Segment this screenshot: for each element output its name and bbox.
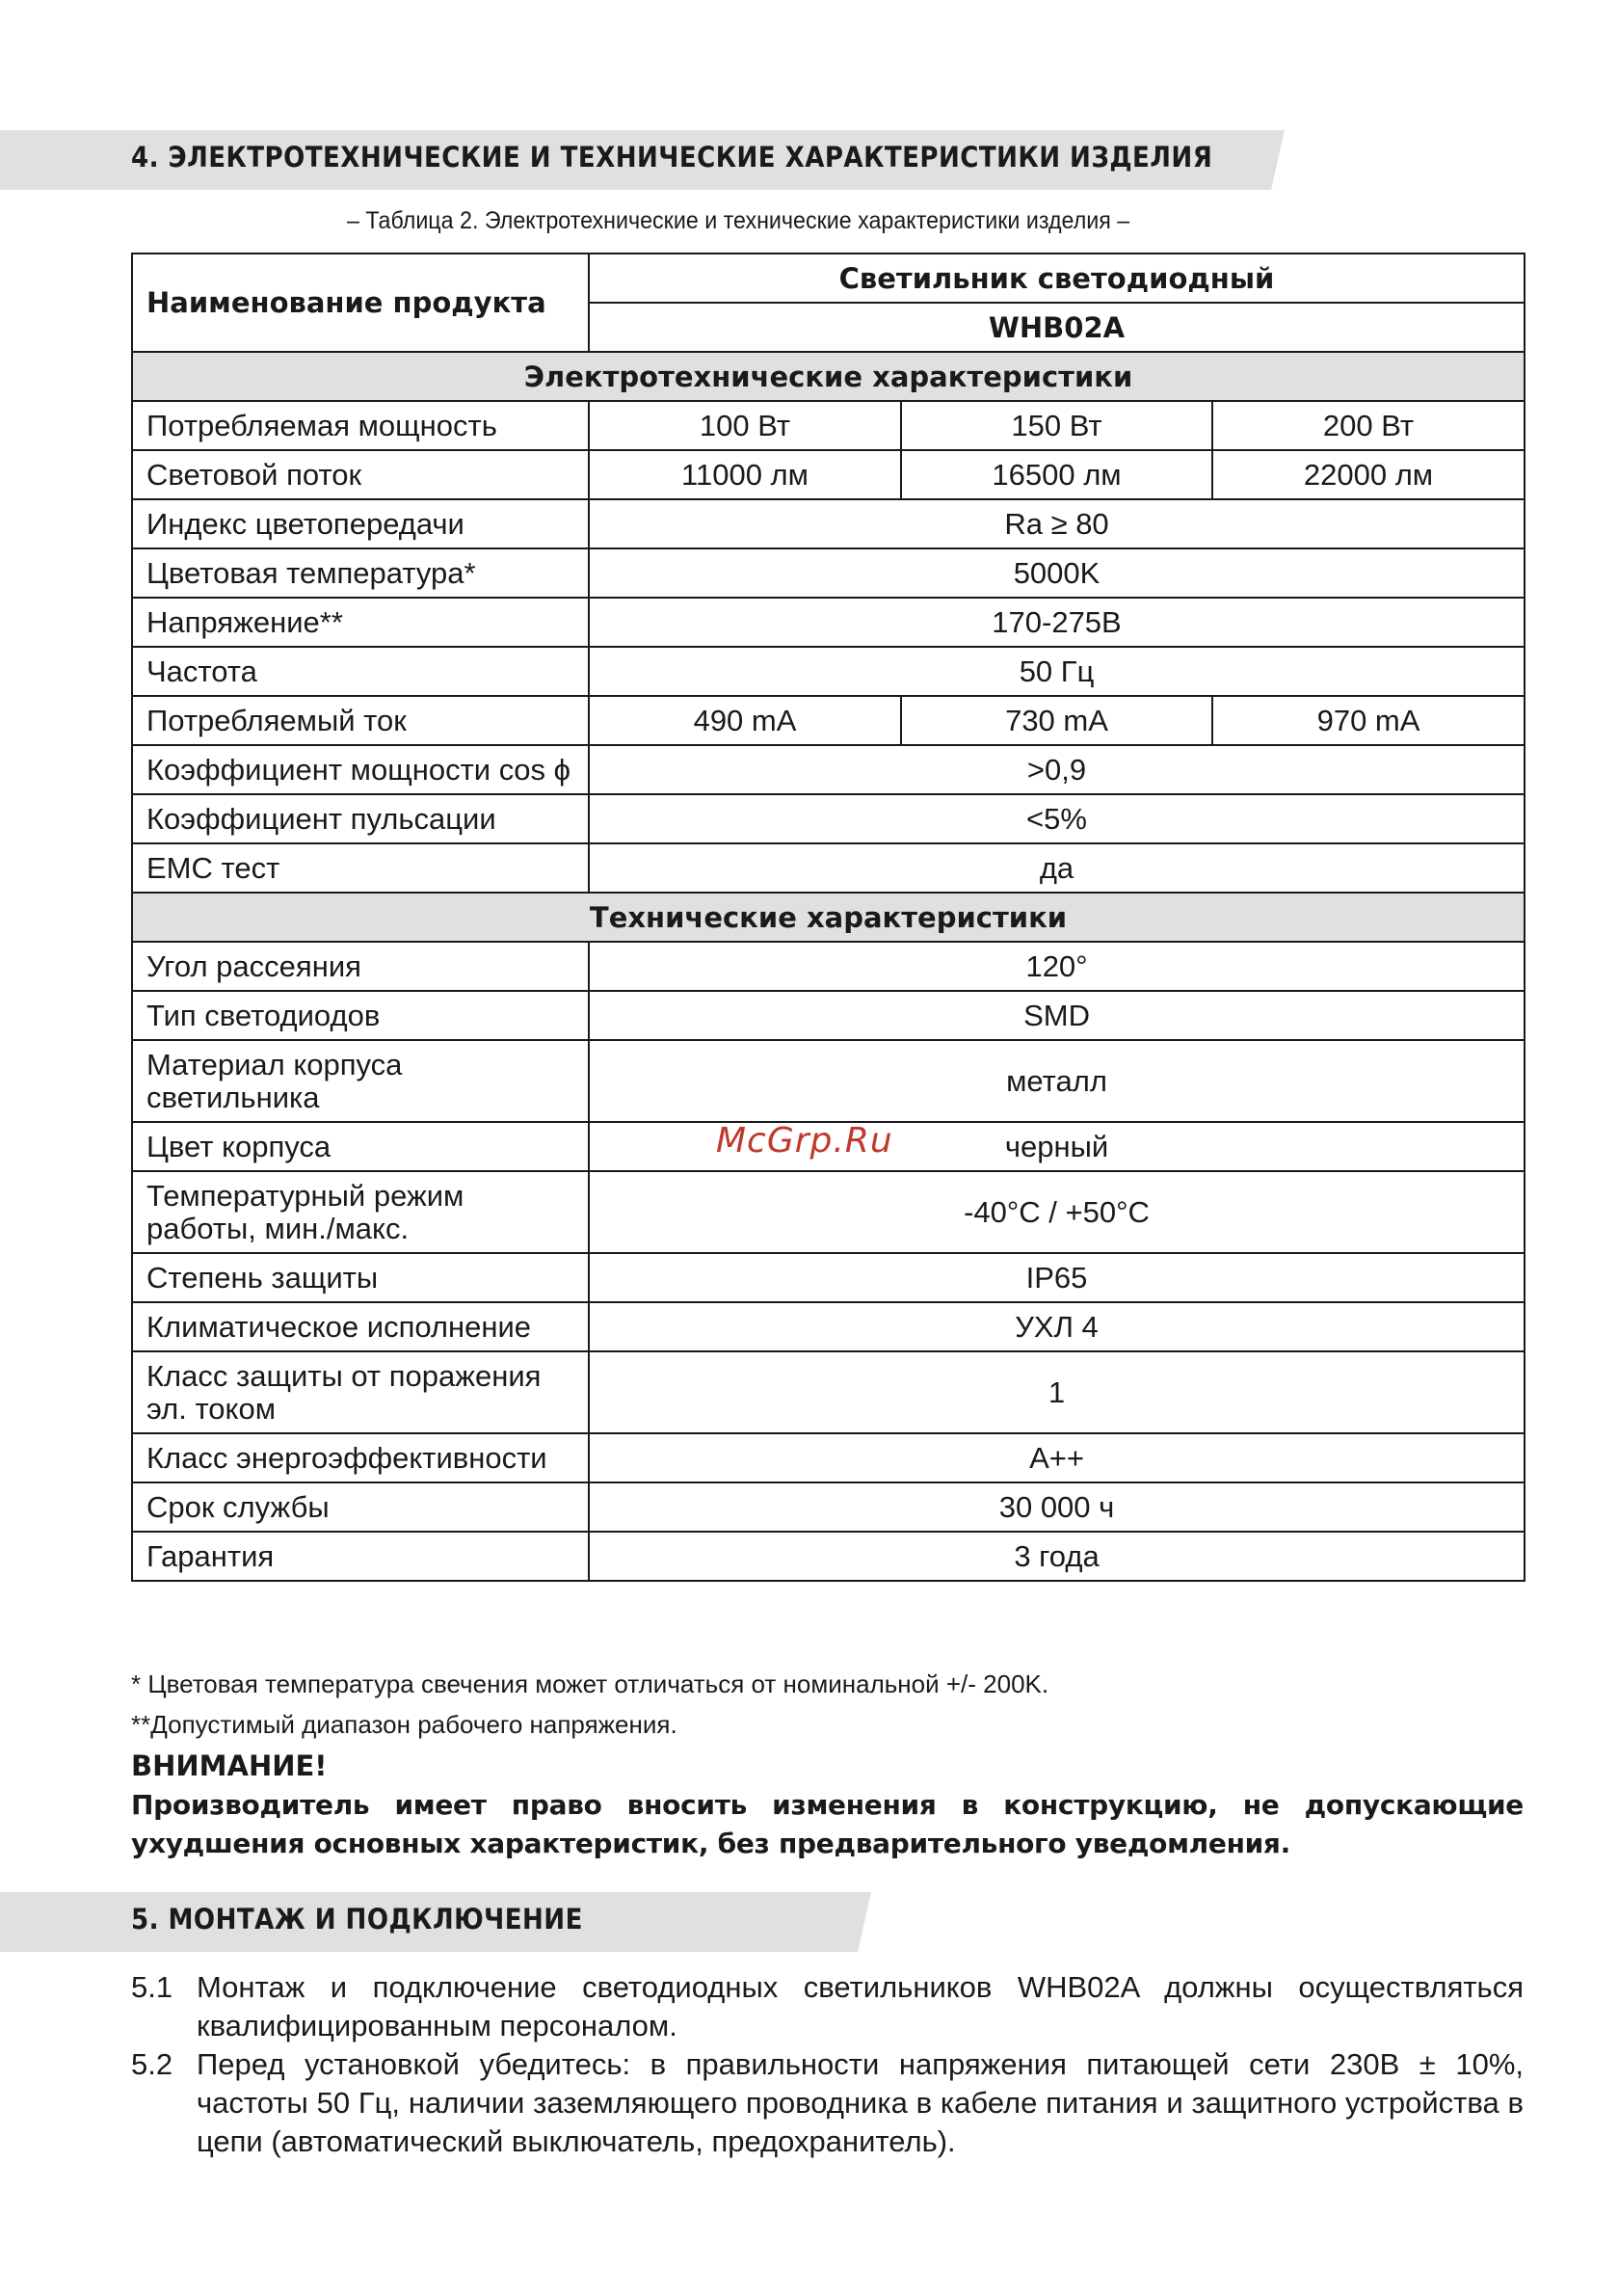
table-row bbox=[132, 598, 1525, 647]
footnote-1: * Цветовая температура свечения может отличаться от номинальной +/- 200K. bbox=[131, 1669, 1049, 1698]
cell-value: 200 Вт bbox=[1212, 401, 1525, 450]
cell-value: да bbox=[589, 843, 1525, 893]
cell-value: 30 000 ч bbox=[589, 1482, 1525, 1532]
cell-value: 150 Вт bbox=[901, 401, 1212, 450]
product-name: Светильник светодиодный bbox=[589, 254, 1525, 303]
cell-value: 50 Гц bbox=[589, 647, 1525, 696]
product-label: Наименование продукта bbox=[132, 254, 589, 352]
footnote-2: **Допустимый диапазон рабочего напряжения. bbox=[131, 1710, 677, 1739]
row-label: Материал корпуса светильника bbox=[132, 1040, 589, 1122]
spec-table bbox=[131, 253, 1525, 1582]
table-row bbox=[132, 1171, 1525, 1253]
warning-title: ВНИМАНИЕ! bbox=[131, 1749, 328, 1782]
cell-value: 3 года bbox=[589, 1532, 1525, 1581]
warning-text: Производитель имеет право вносить изменения в конструкцию, не допускающие ухудшения основных характеристик, без предварительного уведомления. bbox=[131, 1789, 1524, 1859]
table-row bbox=[132, 1433, 1525, 1482]
cell-value: 100 Вт bbox=[589, 401, 901, 450]
cell-value: 970 mA bbox=[1212, 696, 1525, 745]
cell-value: >0,9 bbox=[589, 745, 1525, 794]
row-label: Класс энергоэффективности bbox=[132, 1433, 589, 1482]
table-row bbox=[132, 991, 1525, 1040]
product-model: WHB02A bbox=[589, 303, 1525, 352]
table-row bbox=[132, 1302, 1525, 1351]
table-row bbox=[132, 647, 1525, 696]
cell-value: металл bbox=[589, 1040, 1525, 1122]
row-label: Коэффициент пульсации bbox=[132, 794, 589, 843]
row-label: Срок службы bbox=[132, 1482, 589, 1532]
table-row bbox=[132, 843, 1525, 893]
table-row bbox=[132, 1532, 1525, 1581]
cell-value: 730 mA bbox=[901, 696, 1212, 745]
technical-header: Технические характеристики bbox=[132, 893, 1525, 942]
row-label: Угол рассеяния bbox=[132, 942, 589, 991]
cell-value: 170-275В bbox=[589, 598, 1525, 647]
table-row bbox=[132, 1040, 1525, 1122]
list-item-text: Монтаж и подключение светодиодных светильников WHB02A должны осуществляться квалифицированным персоналом. bbox=[197, 1970, 1524, 2042]
cell-value: Ra ≥ 80 bbox=[589, 499, 1525, 548]
list-item-number: 5.2 bbox=[131, 2047, 173, 2081]
row-label: EMC тест bbox=[132, 843, 589, 893]
cell-value: <5% bbox=[589, 794, 1525, 843]
table-row bbox=[132, 1482, 1525, 1532]
row-label: Напряжение** bbox=[132, 598, 589, 647]
cell-value: IP65 bbox=[589, 1253, 1525, 1302]
electrical-section-row bbox=[132, 352, 1525, 401]
technical-section-row bbox=[132, 893, 1525, 942]
table-row bbox=[132, 1253, 1525, 1302]
cell-value: -40°C / +50°C bbox=[589, 1171, 1525, 1253]
cell-value: УХЛ 4 bbox=[589, 1302, 1525, 1351]
cell-value: 1 bbox=[589, 1351, 1525, 1433]
list-item-text: Перед установкой убедитесь: в правильности напряжения питающей сети 230В ± 10%, частоты 50 Гц, наличии заземляющего проводника в кабеле питания и защитного устройства в цепи (автоматический выключатель, предохранитель). bbox=[197, 2047, 1524, 2158]
cell-value: 490 mA bbox=[589, 696, 901, 745]
cell-value: 120° bbox=[589, 942, 1525, 991]
table-row bbox=[132, 696, 1525, 745]
table-row bbox=[132, 745, 1525, 794]
cell-value: 5000K bbox=[589, 548, 1525, 598]
row-label: Потребляемая мощность bbox=[132, 401, 589, 450]
row-label: Цветовая температура* bbox=[132, 548, 589, 598]
cell-value: черный bbox=[589, 1122, 1525, 1171]
row-label: Гарантия bbox=[132, 1532, 589, 1581]
table-row bbox=[132, 1351, 1525, 1433]
row-label: Световой поток bbox=[132, 450, 589, 499]
list-item bbox=[131, 1968, 1524, 2045]
cell-value: A++ bbox=[589, 1433, 1525, 1482]
cell-value: SMD bbox=[589, 991, 1525, 1040]
cell-value: 16500 лм bbox=[901, 450, 1212, 499]
table-caption: – Таблица 2. Электротехнические и технические характеристики изделия – bbox=[347, 207, 1130, 234]
row-label: Частота bbox=[132, 647, 589, 696]
row-label: Индекс цветопередачи bbox=[132, 499, 589, 548]
table-row bbox=[132, 942, 1525, 991]
table-row bbox=[132, 401, 1525, 450]
table-row bbox=[132, 450, 1525, 499]
cell-value: 11000 лм bbox=[589, 450, 901, 499]
installation-list bbox=[131, 1968, 1524, 2161]
row-label: Цвет корпуса bbox=[132, 1122, 589, 1171]
row-label: Потребляемый ток bbox=[132, 696, 589, 745]
row-label: Тип светодиодов bbox=[132, 991, 589, 1040]
row-label: Температурный режим работы, мин./макс. bbox=[132, 1171, 589, 1253]
row-label: Степень защиты bbox=[132, 1253, 589, 1302]
row-label: Класс защиты от поражения эл. током bbox=[132, 1351, 589, 1433]
electrical-header: Электротехнические характеристики bbox=[132, 352, 1525, 401]
row-label: Климатическое исполнение bbox=[132, 1302, 589, 1351]
row-label: Коэффициент мощности cos ϕ bbox=[132, 745, 589, 794]
cell-value: 22000 лм bbox=[1212, 450, 1525, 499]
table-row bbox=[132, 548, 1525, 598]
section-4-title: 4. ЭЛЕКТРОТЕХНИЧЕСКИЕ И ТЕХНИЧЕСКИЕ ХАРАКТЕРИСТИКИ ИЗДЕЛИЯ bbox=[131, 141, 1213, 174]
watermark: McGrp.Ru bbox=[716, 1121, 893, 1161]
list-item-number: 5.1 bbox=[131, 1970, 173, 2004]
table-row bbox=[132, 794, 1525, 843]
product-row bbox=[132, 254, 1525, 303]
section-5-title: 5. МОНТАЖ И ПОДКЛЮЧЕНИЕ bbox=[131, 1903, 583, 1936]
list-item bbox=[131, 2045, 1524, 2161]
table-row bbox=[132, 499, 1525, 548]
